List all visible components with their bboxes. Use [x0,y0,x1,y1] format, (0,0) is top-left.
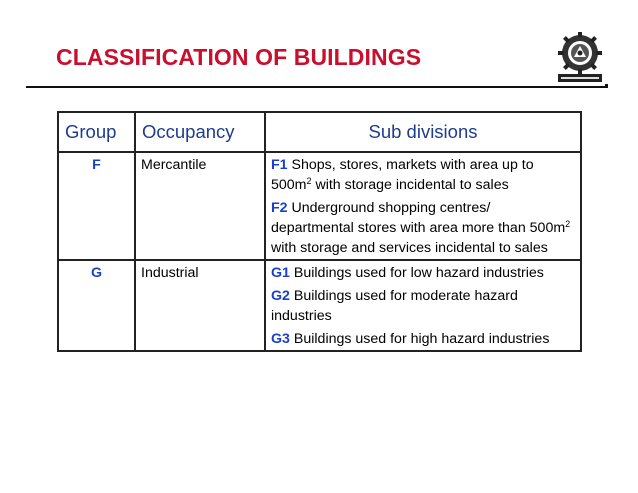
group-cell: G [58,260,135,351]
sub-divisions-cell [265,260,581,351]
header-group: Group [58,112,135,152]
slide-title: CLASSIFICATION OF BUILDINGS [56,44,422,70]
superscript: 2 [306,176,312,186]
sub-division-code: F1 [271,157,288,173]
title-divider [26,86,608,88]
sub-division-code: G2 [271,288,290,304]
divider-end-dot [605,84,608,87]
sub-division-text: Buildings used for high hazard industries [293,331,550,347]
sub-division-text-tail: with storage and services incidental to sales [271,240,548,256]
sub-division-entry [271,155,576,195]
sub-division-code: G1 [271,265,290,281]
sub-division-text: Buildings used for moderate hazard industries [271,288,518,324]
table-row [58,152,581,260]
table-header-row [58,112,581,152]
occupancy-cell: Industrial [135,260,265,351]
sub-division-entry [271,263,576,283]
classification-table [57,111,582,352]
sub-division-entry [271,329,576,349]
superscript: 2 [565,219,571,229]
sub-division-code: G3 [271,331,290,347]
occupancy-cell: Mercantile [135,152,265,260]
group-cell: F [58,152,135,260]
header-sub-divisions: Sub divisions [265,112,581,152]
sub-division-entry [271,198,576,258]
sub-division-entry [271,286,576,326]
sub-division-text: Buildings used for low hazard industries [293,265,544,281]
table-row [58,260,581,351]
sub-division-code: F2 [271,200,288,216]
sub-division-text-tail: with storage incidental to sales [311,177,509,193]
sub-division-text: Underground shopping centres/ departmental stores with area more than 500m [271,200,566,236]
sub-divisions-cell [265,152,581,260]
institute-emblem-icon [555,32,605,84]
header-occupancy: Occupancy [135,112,265,152]
sub-division-text: Shops, stores, markets with area up to 500m [271,157,534,193]
